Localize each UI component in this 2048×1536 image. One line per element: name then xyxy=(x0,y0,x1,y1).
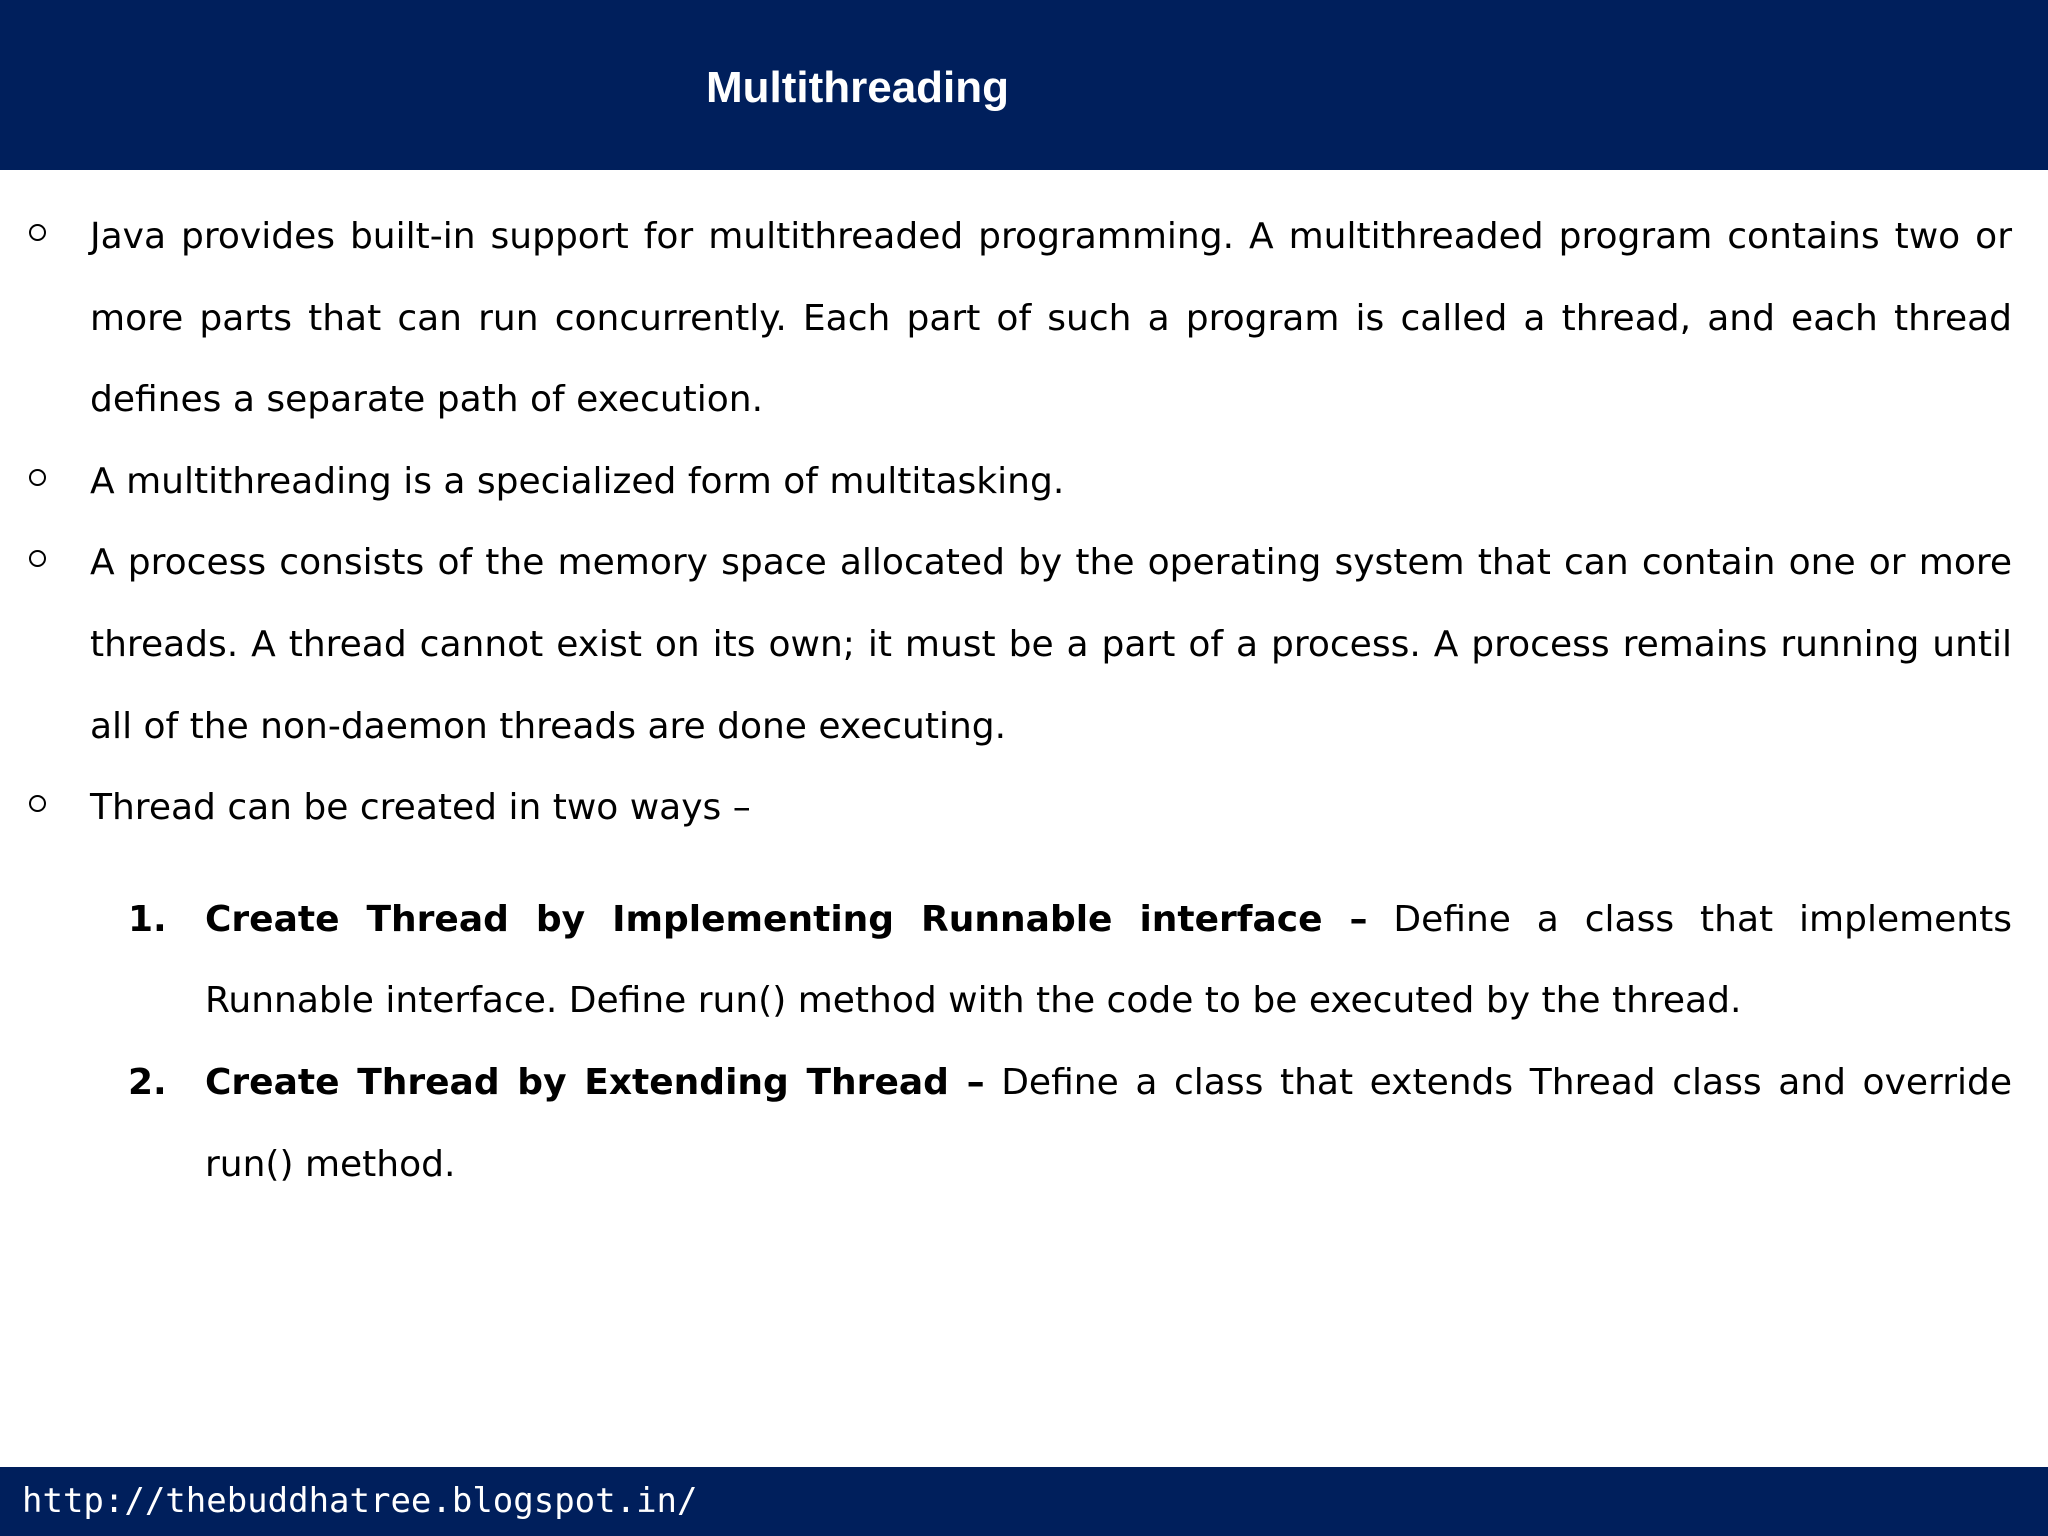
slide-content xyxy=(0,196,2048,1205)
list-item-extending-thread xyxy=(0,1042,2048,1205)
slide-title: Multithreading xyxy=(705,63,1010,112)
circle-bullet-icon xyxy=(29,224,46,241)
circle-bullet-icon xyxy=(29,550,46,567)
list-item-runnable xyxy=(0,879,2048,1042)
bullet-item-multitasking xyxy=(0,441,2048,523)
list-item-title: Create Thread by Extending Thread – xyxy=(205,1061,985,1103)
bullet-item-builtin-support xyxy=(0,196,2048,441)
bullet-text: Java provides built-in support for multithreaded programming. A multithreaded program contains two or more parts that can run concurrently. Each part of such a program is called a thread, and each thread defines a separate path of execution. xyxy=(90,216,2012,421)
bullet-item-process xyxy=(0,522,2048,767)
bullet-item-two-ways xyxy=(0,767,2048,849)
footer-banner xyxy=(0,1467,2048,1536)
bullet-text: A multithreading is a specialized form of multitasking. xyxy=(90,460,1065,502)
thread-creation-list xyxy=(0,879,2048,1205)
list-item-text: Define a class that extends Thread class and override run() method. xyxy=(205,1061,2012,1185)
list-item-title: Create Thread by Implementing Runnable interface – xyxy=(205,898,1368,940)
title-banner xyxy=(0,0,2048,170)
list-number: 2. xyxy=(128,1061,167,1103)
bullet-text: Thread can be created in two ways – xyxy=(90,787,751,829)
list-number: 1. xyxy=(128,898,167,940)
footer-url: http://thebuddhatree.blogspot.in/ xyxy=(22,1481,698,1521)
bullet-text: A process consists of the memory space allocated by the operating system that can contain one or more threads. A thread cannot exist on its own; it must be a part of a process. A process remains running until all of the non-daemon threads are done executing. xyxy=(90,542,2012,747)
circle-bullet-icon xyxy=(29,795,46,812)
circle-bullet-icon xyxy=(29,469,46,486)
list-item-text: Define a class that implements Runnable interface. Define run() method with the code to be executed by the thread. xyxy=(205,898,2012,1022)
